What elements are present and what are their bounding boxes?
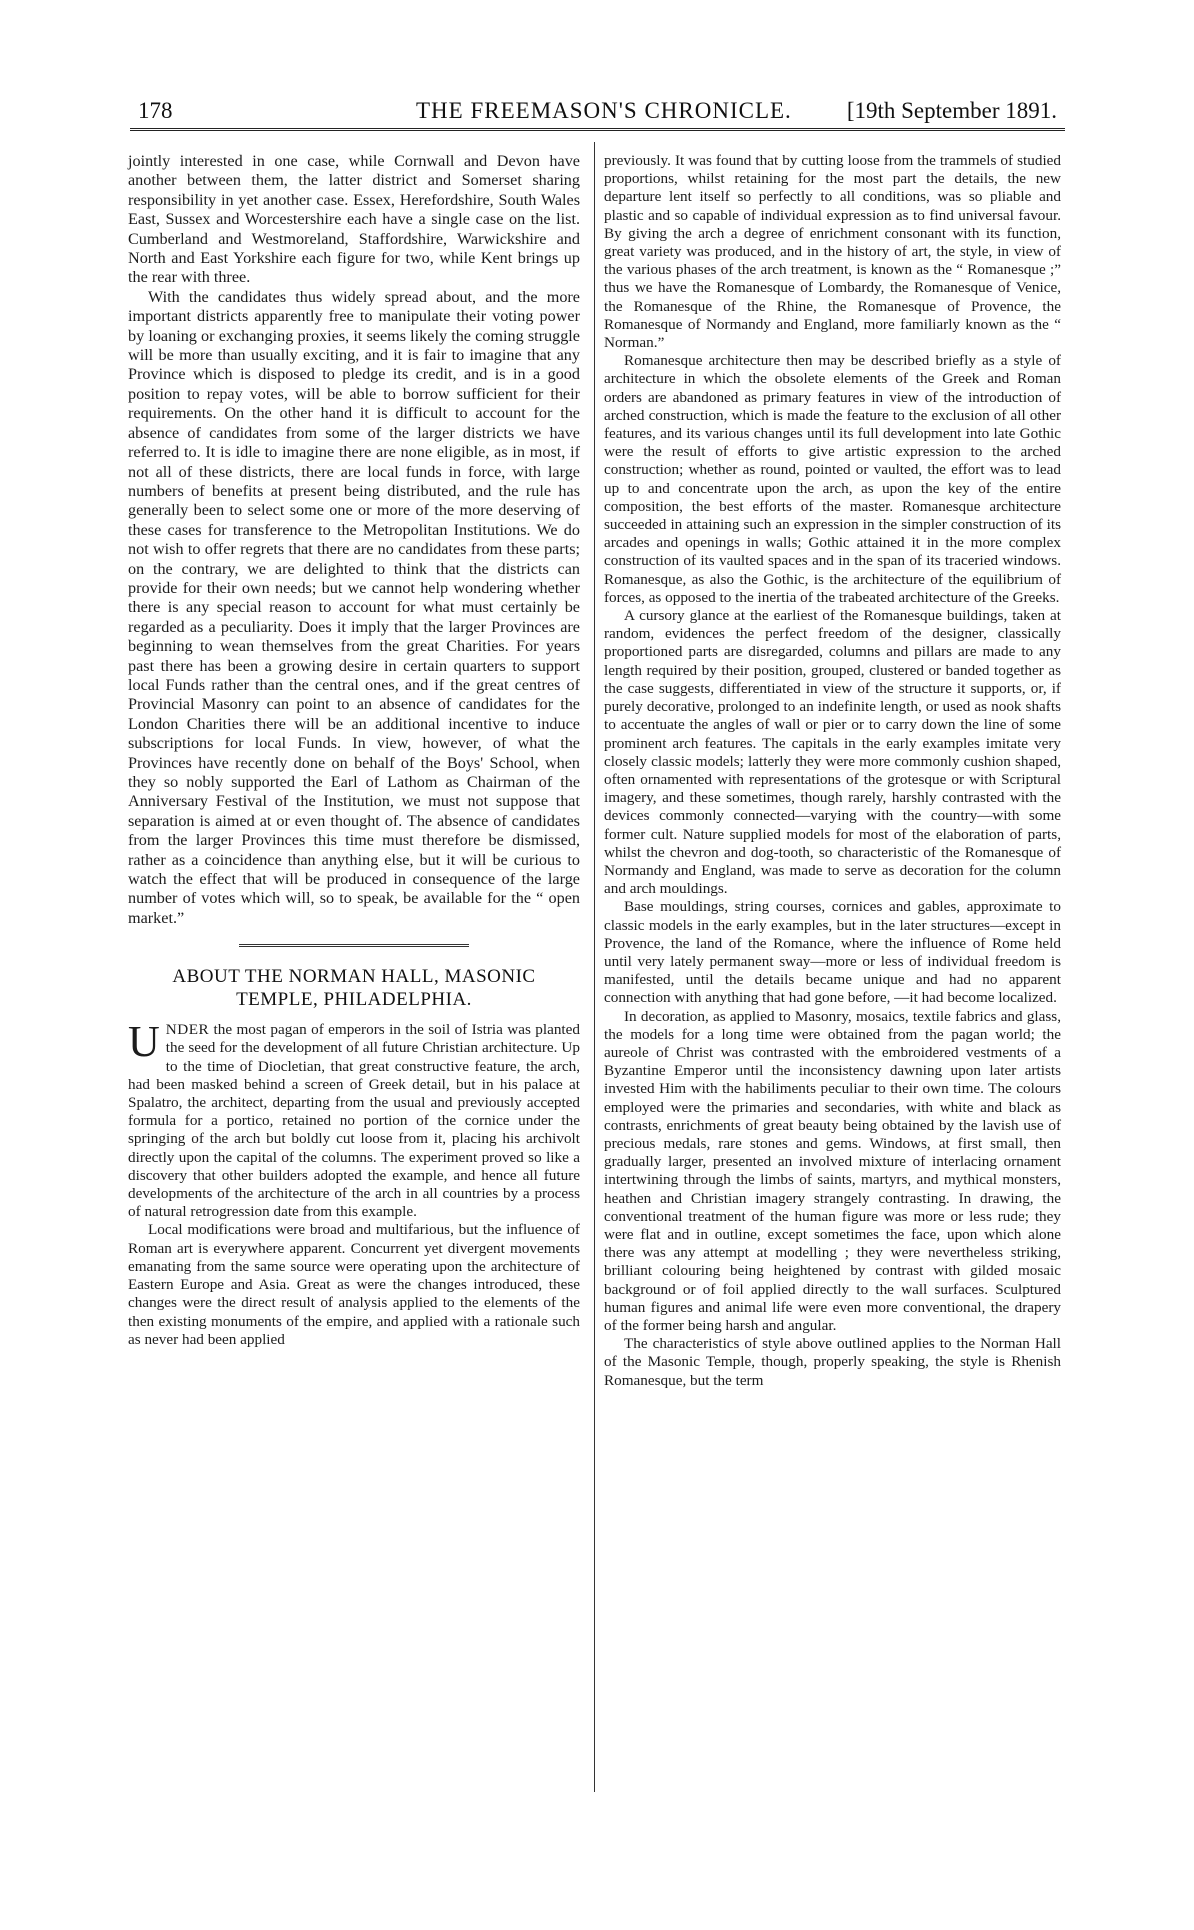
right-paragraph: Romanesque architecture then may be described briefly as a style of architecture in which the obsolete elements of the Greek and Roman orders are abandoned as primary features in view of the introduction of arched construction, which is made the feature to the exclusion of all other features, and its various changes until its full development into late Gothic were the result of efforts to give artistic expression to the arched construction; whether as round, pointed or vaulted, the effort was to lead up to and concentrate upon the arch, as upon the key of the entire composition, the best efforts of the master. Romanesque architecture succeeded in attaining such an expression in the simpler construction of its arcades and openings in walls; Gothic attained it in the more complex construction of its vaulted spaces and in the span of its traceried windows. Romanesque, as also the Gothic, is the architecture of the equilibrium of forces, as opposed to the inertia of the trabeated architecture of the Greeks. bbox=[604, 352, 1061, 606]
drop-cap: U bbox=[128, 1017, 160, 1067]
left-paragraph: With the candidates thus widely spread about, and the more important districts apparently free to manipulate their voting power by loaning or exchanging proxies, it seems likely the coming struggle will be more than usually exciting, and it is fair to imagine that any Province which is disposed to pledge its credit, and is in a good position to repay votes, will be able to borrow sufficient for their requirements. On the other hand it is difficult to account for the absence of candidates from some of the larger districts we have referred to. It is idle to imagine there are none eligible, as in most, if not all of these districts, there are local funds in force, with large numbers of benefits at present being distributed, and the rule has generally been to select some one or more of the more deserving of these cases for transference to the Metropolitan Institutions. We do not wish to offer regrets that there are no candidates from these parts; on the contrary, we are delighted to think that the districts can provide for their own needs; but we cannot help wondering whether there is any special reason to account for what must certainly be regarded as a peculiarity. Does it imply that the larger Provinces are beginning to wean themselves from the great Charities. For years past there has been a growing desire in certain quarters to support local Funds rather than the central ones, and if the great centres of Provincial Masonry can point to an absence of candidates for the London Charities there will be an additional incentive to induce subscriptions for local Funds. In view, however, of what the Provinces have recently done on behalf of the Boys' School, when they so nobly supported the Earl of Lathom as Chairman of the Anniversary Festival of the Institution, we must not suppose that separation is aimed at or even thought of. The absence of candidates from the larger Provinces this time must therefore be dismissed, rather as a coincidence than anything else, but it will be curious to watch the effect that will be produced in consequence of the large number of votes which will, so to speak, be available for the “ open market.” bbox=[128, 287, 580, 927]
right-paragraph: previously. It was found that by cutting loose from the trammels of studied proportions, whilst retaining for the most part the details, the new departure lent itself so perfectly to all conditions, was so pliable and plastic and so capable of individual expression as to find universal favour. By giving the arch a degree of enrichment consonant with its function, great variety was produced, and in the history of art, the style, in view of the various phases of the arch treatment, is known as the “ Romanesque ;” thus we have the Romanesque of Lombardy, the Romanesque of Venice, the Romanesque of the Rhine, the Romanesque of Provence, the Romanesque of Normandy and England, more familiarly known as the “ Norman.” bbox=[604, 152, 1061, 352]
article-opening-text: the most pagan of emperors in the soil of Istria was planted the seed for the development of all future Christian architecture. Up to the time of Diocletian, that great constructive feature, the arch, had been masked behind a screen of Greek detail, but in his palace at Spalatro, the architect, departing from the usual and previously accepted formula for a portico, retained no portion of the cornice under the springing of the arch but boldly cut loose from it, placing his archivolt directly upon the capital of the columns. The experiment proved so like a discovery that other builders adopted the example, and hence all future developments of the architecture of the arch in all countries by a process of natural retrogression date from this example. bbox=[128, 1021, 580, 1221]
article-opening-paragraph bbox=[128, 1017, 580, 1221]
header-rule bbox=[130, 128, 1065, 131]
page-number: 178 bbox=[138, 98, 173, 123]
article-heading bbox=[128, 965, 580, 1011]
issue-date: [19th September 1891. bbox=[846, 98, 1057, 123]
right-column bbox=[604, 152, 1061, 1390]
right-paragraph: In decoration, as applied to Masonry, mosaics, textile fabrics and glass, the models for a long time were obtained from the pagan world; the aureole of Christ was contrasted with the embroidered vestments of a Byzantine Emperor until the inconsistency dawning upon later artists invested Him with the habiliments peculiar to their own time. The colours employed were the primaries and secondaries, with white and black as contrasts, enrichments of great beauty being obtained by the lavish use of precious medals, rare stones and gems. Windows, at first small, then gradually larger, presented an involved mixture of interlacing ornament intertwining through the limbs of saints, martyrs, and mythical monsters, heathen and Christian imagery strangely contrasting. In drawing, the conventional treatment of the human figure was more or less rude; they were flat and in outline, except sometimes the face, upon which alone there was any attempt at modelling ; they were nevertheless striking, brilliant colouring being heightened by contrast with gilded mosaic background or of foil applied directly to the wall surfaces. Sculptured human figures and animal life were even more conventional, the drapery of the former being harsh and angular. bbox=[604, 1007, 1061, 1334]
lead-word: NDER bbox=[165, 1021, 210, 1039]
section-divider bbox=[239, 944, 469, 947]
article-heading-line: ABOUT THE NORMAN HALL, MASONIC bbox=[172, 966, 536, 988]
article-heading-line: TEMPLE, PHILADELPHIA. bbox=[236, 989, 472, 1011]
column-divider bbox=[594, 142, 595, 1792]
left-paragraph: jointly interested in one case, while Cornwall and Devon have another between them, the latter district and Somerset sharing responsibility in yet another case. Essex, Herefordshire, South Wales East, Sussex and Worcestershire each have a single case on the list. Cumberland and Westmoreland, Staffordshire, Warwickshire and North and East Yorkshire each figure for two, while Kent brings up the rear with three. bbox=[128, 152, 580, 287]
page-header bbox=[128, 96, 1063, 126]
right-paragraph: Base mouldings, string courses, cornices and gables, approximate to classic models in the early examples, but in the later structures—except in Provence, the land of the Romance, where the influence of Rome held until very lately permanent sway—more or less of individual freedom is manifested, until the details became unique and had no apparent connection with anything that had gone before, —it had become localized. bbox=[604, 898, 1061, 1007]
right-paragraph: A cursory glance at the earliest of the Romanesque buildings, taken at random, evidences the perfect freedom of the designer, classically proportioned parts are disregarded, columns and pillars are made to any length required by their position, grouped, clustered or banded together as the case suggests, differentiated in view of the structure it supports, or, if purely decorative, prolonged to an indefinite length, or used as nook shafts to accentuate the angles of wall or pier or to carry down the line of some prominent arch features. The capitals in the early examples imitate very closely classic models; latterly they were more commonly cushion shaped, often ornamented with representations of the grotesque or with Scriptural imagery, and these sometimes, though rarely, harshly contrasted with the devices commonly connected—varying with the country—with some former cult. Nature supplied models for most of the elaboration of parts, whilst the chevron and dog-tooth, so characteristic of the Romanesque of Normandy and England, was made to serve as decoration for the column and arch mouldings. bbox=[604, 607, 1061, 898]
article-paragraph: Local modifications were broad and multifarious, but the influence of Roman art is everywhere apparent. Concurrent yet divergent movements emanating from the same source were operating upon the architecture of Eastern Europe and Asia. Great as were the changes introduced, these changes were the direct result of analysis applied to the elements of the then existing monuments of the empire, and applied with a rationale such as never had been applied bbox=[128, 1221, 580, 1348]
publication-title: THE FREEMASON'S CHRONICLE. bbox=[416, 98, 792, 123]
right-paragraph: The characteristics of style above outlined applies to the Norman Hall of the Masonic Temple, though, properly speaking, the style is Rhenish Romanesque, but the term bbox=[604, 1335, 1061, 1389]
left-column bbox=[128, 152, 580, 1349]
